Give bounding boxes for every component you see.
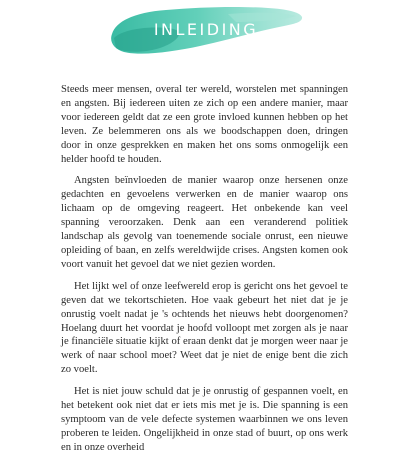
paragraph: Het lijkt wel of onze leefwereld erop is gericht ons het gevoel te geven dat we tekortschieten. Hoe vaak gebeurt het niet dat je je onrustig voelt nadat je 's ochtends het nieuws hebt doorgenomen? Hoelang duurt het voordat je hoofd volloopt met zorgen als je naar je financiële situatie kijkt of eraan denkt dat je morgen weer naar je werk of naar school moet? Weet dat je niet de enige bent die zich zo voelt. xyxy=(61,280,348,376)
body-text xyxy=(61,83,348,463)
paragraph: Angsten beïnvloeden de manier waarop onze hersenen onze gedachten en gevoelens verwerken en de manier waarop ons lichaam op de omgeving reageert. Het onbekende kan veel spanning veroorzaken. Denk aan een veranderend politiek landschap als gevolg van toenemende sociale onrust, een nieuwe opleiding of baan, en zelfs wereldwijde crises. Angsten komen ook voort vanuit het gevoel dat we niet gezien worden. xyxy=(61,175,348,270)
paragraph: Het is niet jouw schuld dat je je onrustig of gespannen voelt, en het betekent ook niet dat er iets mis met je is. Die spanning is een symptoom van de vele defecte systemen waarbinnen we ons leven proberen te leiden. Ongelijkheid in onze stad of buurt, op ons werk en in onze overheid xyxy=(61,386,348,453)
chapter-title: INLEIDING xyxy=(153,20,259,39)
paragraph: Steeds meer mensen, overal ter wereld, worstelen met spanningen en angsten. Bij iedereen uiten ze zich op een andere manier, maar voor iedereen geldt dat ze een grote invloed kunnen hebben op het leven. Ze belemmeren ons als we boodschappen doen, dringen door in onze gesprekken en maken het ons soms onmogelijk een helder hoofd te houden. xyxy=(61,84,348,165)
